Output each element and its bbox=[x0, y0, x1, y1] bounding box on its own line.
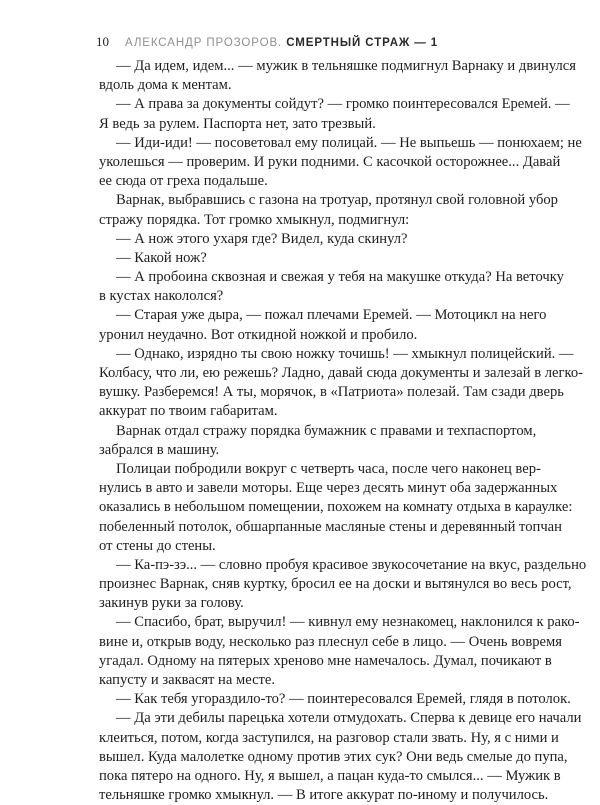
running-head-title: СМЕРТНЫЙ СТРАЖ — 1 bbox=[286, 37, 439, 49]
text-line: оказались в небольшом помещении, похожем на комнату отдыха в караулке: bbox=[99, 499, 573, 516]
text-line: клеиться, потом, когда заступился, на разговор стали звать. Ну, я с ними и bbox=[99, 729, 559, 746]
text-line: побеленный потолок, обшарпанные масляные стены и деревянный топчан bbox=[99, 518, 562, 535]
text-line: — Как тебя угораздило-то? — поинтересовался Еремей, глядя в потолок. bbox=[116, 691, 571, 708]
text-line: уколешься — проверим. И руки подними. С касочкой осторожнее... Давай bbox=[99, 153, 561, 170]
text-line: в кустах накололся? bbox=[99, 288, 224, 305]
text-line: нулись в авто и завели моторы. Еще через десять минут оба задержанных bbox=[99, 480, 558, 497]
text-line: капусту и заквасят на месте. bbox=[99, 672, 276, 688]
text-line: закинув руки за голову. bbox=[99, 595, 244, 612]
text-line: произнес Варнак, сняв куртку, бросил ее на доски и вытянулся во весь рост, bbox=[99, 576, 572, 593]
text-line: — Иди-иди! — посоветовал ему полицай. — Не выпьешь — понюхаем; не bbox=[116, 134, 582, 151]
text-line: забрался в машину. bbox=[99, 441, 220, 458]
text-line: от стены до стены. bbox=[99, 537, 216, 554]
text-line: ее сюда от греха подальше. bbox=[99, 173, 268, 190]
text-line: вдоль дома к ментам. bbox=[99, 77, 232, 94]
text-line: пока пятеро на одного. Ну, я вышел, а пацан куда-то смылся... — Мужик в bbox=[99, 767, 561, 784]
text-line: — Старая уже дыра, — пожал плечами Еремей. — Мотоцикл на него bbox=[116, 307, 547, 324]
text-line: — Однако, изрядно ты свою ножку точишь! — хмыкнул полицейский. — bbox=[116, 345, 574, 362]
page-number: 10 bbox=[96, 34, 109, 49]
text-line: угадал. Одному на пятерых хреново мне намечалось. Думал, почикают в bbox=[99, 652, 552, 669]
text-line: — Да идем, идем... — мужик в тельняшке подмигнул Варнаку и двинулся bbox=[116, 58, 576, 74]
text-line: стражу порядка. Тот громко хмыкнул, подмигнул: bbox=[99, 211, 410, 228]
text-line: Варнак отдал стражу порядка бумажник с правами и техпаспортом, bbox=[116, 422, 537, 439]
text-line: вушку. Разберемся! А ты, морячок, в «Патриота» полезай. Там сзади дверь bbox=[99, 384, 564, 401]
running-head-author: АЛЕКСАНДР ПРОЗОРОВ. bbox=[125, 37, 283, 49]
text-line: Я ведь за рулем. Паспорта нет, зато трезвый. bbox=[99, 115, 376, 132]
text-line: вине и, открыв воду, несколько раз плеснул себе в лицо. — Очень вовремя bbox=[99, 633, 562, 650]
text-line: Колбасу, что ли, ею режешь? Ладно, давай сюда документы и залезай в легко- bbox=[99, 365, 584, 381]
text-line: тельняшке громко хмыкнул. — В итоге аккурат по-иному и получилось. bbox=[99, 787, 549, 804]
text-line: — Ка-пэ-зэ... — словно пробуя красивое звукосочетание на вкус, раздельно bbox=[116, 556, 587, 573]
text-line: аккурат по твоим габаритам. bbox=[99, 403, 278, 420]
text-line: — Да эти дебилы парецька хотели отмудохать. Сперва к девице его начали bbox=[116, 710, 582, 727]
text-line: Полицаи побродили вокруг с четверть часа, после чего наконец вер- bbox=[116, 460, 541, 477]
text-line: вышел. Куда малолетке одному против этих сук? Они ведь смелые до пупа, bbox=[99, 748, 568, 765]
text-line: уронил неудачно. Вот откидной ножкой и пробило. bbox=[99, 326, 418, 343]
text-line: — А права за документы сойдут? — громко поинтересовался Еремей. — bbox=[116, 96, 570, 113]
running-head bbox=[96, 30, 516, 54]
body-text bbox=[99, 57, 587, 805]
text-line: — Спасибо, брат, выручил! — кивнул ему незнакомец, наклонился к рако- bbox=[116, 614, 580, 631]
text-line: — А пробоина сквозная и свежая у тебя на макушке откуда? На веточку bbox=[116, 269, 564, 286]
text-line: — Какой нож? bbox=[116, 249, 207, 266]
text-line: Варнак, выбравшись с газона на тротуар, протянул свой головной убор bbox=[116, 192, 558, 209]
text-line: — А нож этого ухаря где? Видел, куда скинул? bbox=[116, 230, 408, 247]
